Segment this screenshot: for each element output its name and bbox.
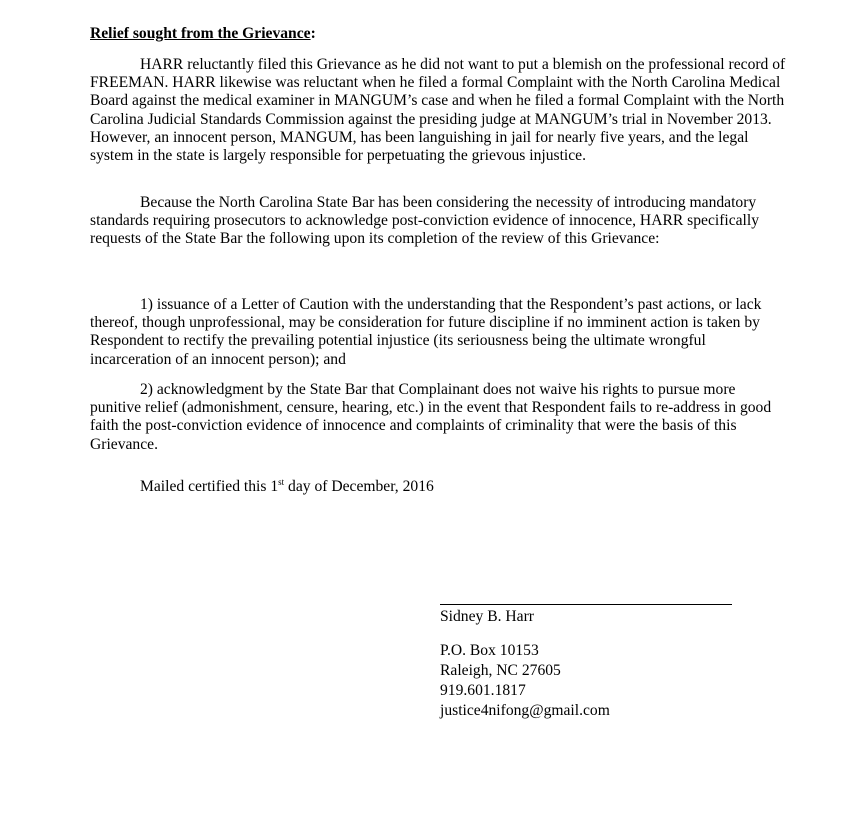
document-page — [90, 25, 790, 453]
paragraph-reluctance: HARR reluctantly filed this Grievance as he did not want to put a blemish on the professional record of FREEMAN. HARR likewise was reluctant when he filed a formal Complaint with the North Carolina Medical Board against the medical examiner in MANGUM’s case and when he filed a formal Complaint with the North Carolina Judicial Standards Commission against the presiding judge at MANGUM’s trial in November 2013. However, an innocent person, MANGUM, has been languishing in jail for nearly five years, and the legal system in the state is largely responsible for perpetuating the grievous injustice. — [90, 56, 786, 165]
address-po-box: P.O. Box 10153 — [440, 642, 539, 659]
section-heading-text: Relief sought from the Grievance — [90, 25, 311, 42]
signature-block — [440, 607, 760, 721]
mailed-prefix: Mailed certified this 1 — [140, 478, 279, 495]
address-city-state-zip: Raleigh, NC 27605 — [440, 662, 561, 679]
mailed-certified-line — [140, 478, 434, 496]
paragraph-request-intro: Because the North Carolina State Bar has been considering the necessity of introducing mandatory standards requiring prosecutors to acknowledge post-conviction evidence of innocence, HARR specifically requests of the State Bar the following upon its completion of the review of this Grievance: — [90, 194, 760, 248]
paragraph-letter-of-caution: 1) issuance of a Letter of Caution with the understanding that the Respondent’s past actions, or lack thereof, though unprofessional, may be consideration for future discipline if no imminent action is taken by Respondent to rectify the prevailing potential injustice (its seriousness being the ultimate wrongful incarceration of an innocent person); and — [90, 296, 762, 368]
mailed-ordinal: st — [278, 477, 285, 487]
phone-number: 919.601.1817 — [440, 682, 526, 699]
signer-contact — [440, 641, 760, 721]
section-heading — [90, 25, 790, 43]
email-address: justice4nifong@gmail.com — [440, 702, 610, 719]
paragraph-acknowledgment: 2) acknowledgment by the State Bar that Complainant does not waive his rights to pursue more punitive relief (admonishment, censure, hearing, etc.) in the event that Respondent fails to re-address in good faith the post-conviction evidence of innocence and complaints of criminality that were the basis of this Grievance. — [90, 381, 772, 453]
signer-name: Sidney B. Harr — [440, 608, 534, 625]
mailed-suffix: day of December, 2016 — [284, 478, 434, 495]
signature-line — [440, 604, 732, 605]
section-heading-colon: : — [310, 25, 316, 42]
